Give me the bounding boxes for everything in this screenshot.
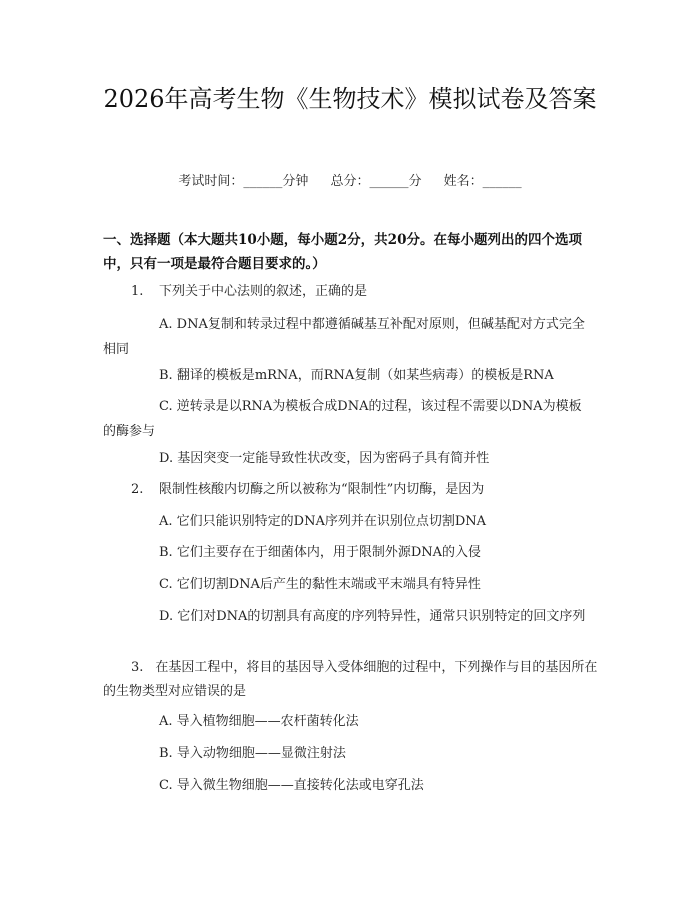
- question-2-option-c: C. 它们切割DNA后产生的黏性末端或平末端具有特异性: [159, 577, 481, 592]
- exam-name-field: 姓名：______: [443, 174, 522, 189]
- question-1-option-d: D. 基因突变一定能导致性状改变，因为密码子具有简并性: [159, 451, 490, 466]
- question-1: [103, 280, 603, 304]
- exam-title: 2026年高考生物《生物技术》模拟试卷及答案: [103, 85, 597, 113]
- question-1-option-b: B. 翻译的模板是mRNA，而RNA复制（如某些病毒）的模板是RNA: [159, 368, 554, 383]
- question-3-option-c: C. 导入微生物细胞——直接转化法或电穿孔法: [159, 778, 424, 793]
- question-3: [103, 656, 603, 704]
- question-number: 2.: [131, 482, 144, 497]
- question-stem: 在基因工程中，将目的基因导入受体细胞的过程中，下列操作与目的基因所在的生物类型对应错误的是: [103, 660, 598, 699]
- question-1-option-c: C. 逆转录是以RNA为模板合成DNA的过程，该过程不需要以DNA为模板的酶参与: [103, 399, 582, 439]
- question-3-option-a: A. 导入植物细胞——农杆菌转化法: [159, 714, 359, 729]
- section-heading: 一、选择题（本大题共10小题，每小题2分，共20分。在每小题列出的四个选项中，只有一项是最符合题目要求的。）: [103, 232, 582, 272]
- question-3-option-b: B. 导入动物细胞——显微注射法: [159, 746, 346, 761]
- question-2: [103, 478, 603, 502]
- exam-meta: [0, 170, 700, 189]
- question-number: 1.: [131, 284, 144, 299]
- question-1-option-a: A. DNA复制和转录过程中都遵循碱基互补配对原则，但碱基配对方式完全相同: [103, 317, 585, 357]
- question-2-option-a: A. 它们只能识别特定的DNA序列并在识别位点切割DNA: [159, 514, 487, 529]
- exam-time-field: 考试时间：______分钟: [178, 174, 309, 189]
- question-stem: 下列关于中心法则的叙述，正确的是: [159, 284, 368, 299]
- question-2-option-d: D. 它们对DNA的切割具有高度的序列特异性，通常只识别特定的回文序列: [159, 609, 586, 624]
- question-number: 3.: [131, 660, 144, 675]
- exam-score-field: 总分：______分: [330, 174, 422, 189]
- question-2-option-b: B. 它们主要存在于细菌体内，用于限制外源DNA的入侵: [159, 545, 482, 560]
- question-stem: 限制性核酸内切酶之所以被称为“限制性”内切酶，是因为: [159, 482, 485, 497]
